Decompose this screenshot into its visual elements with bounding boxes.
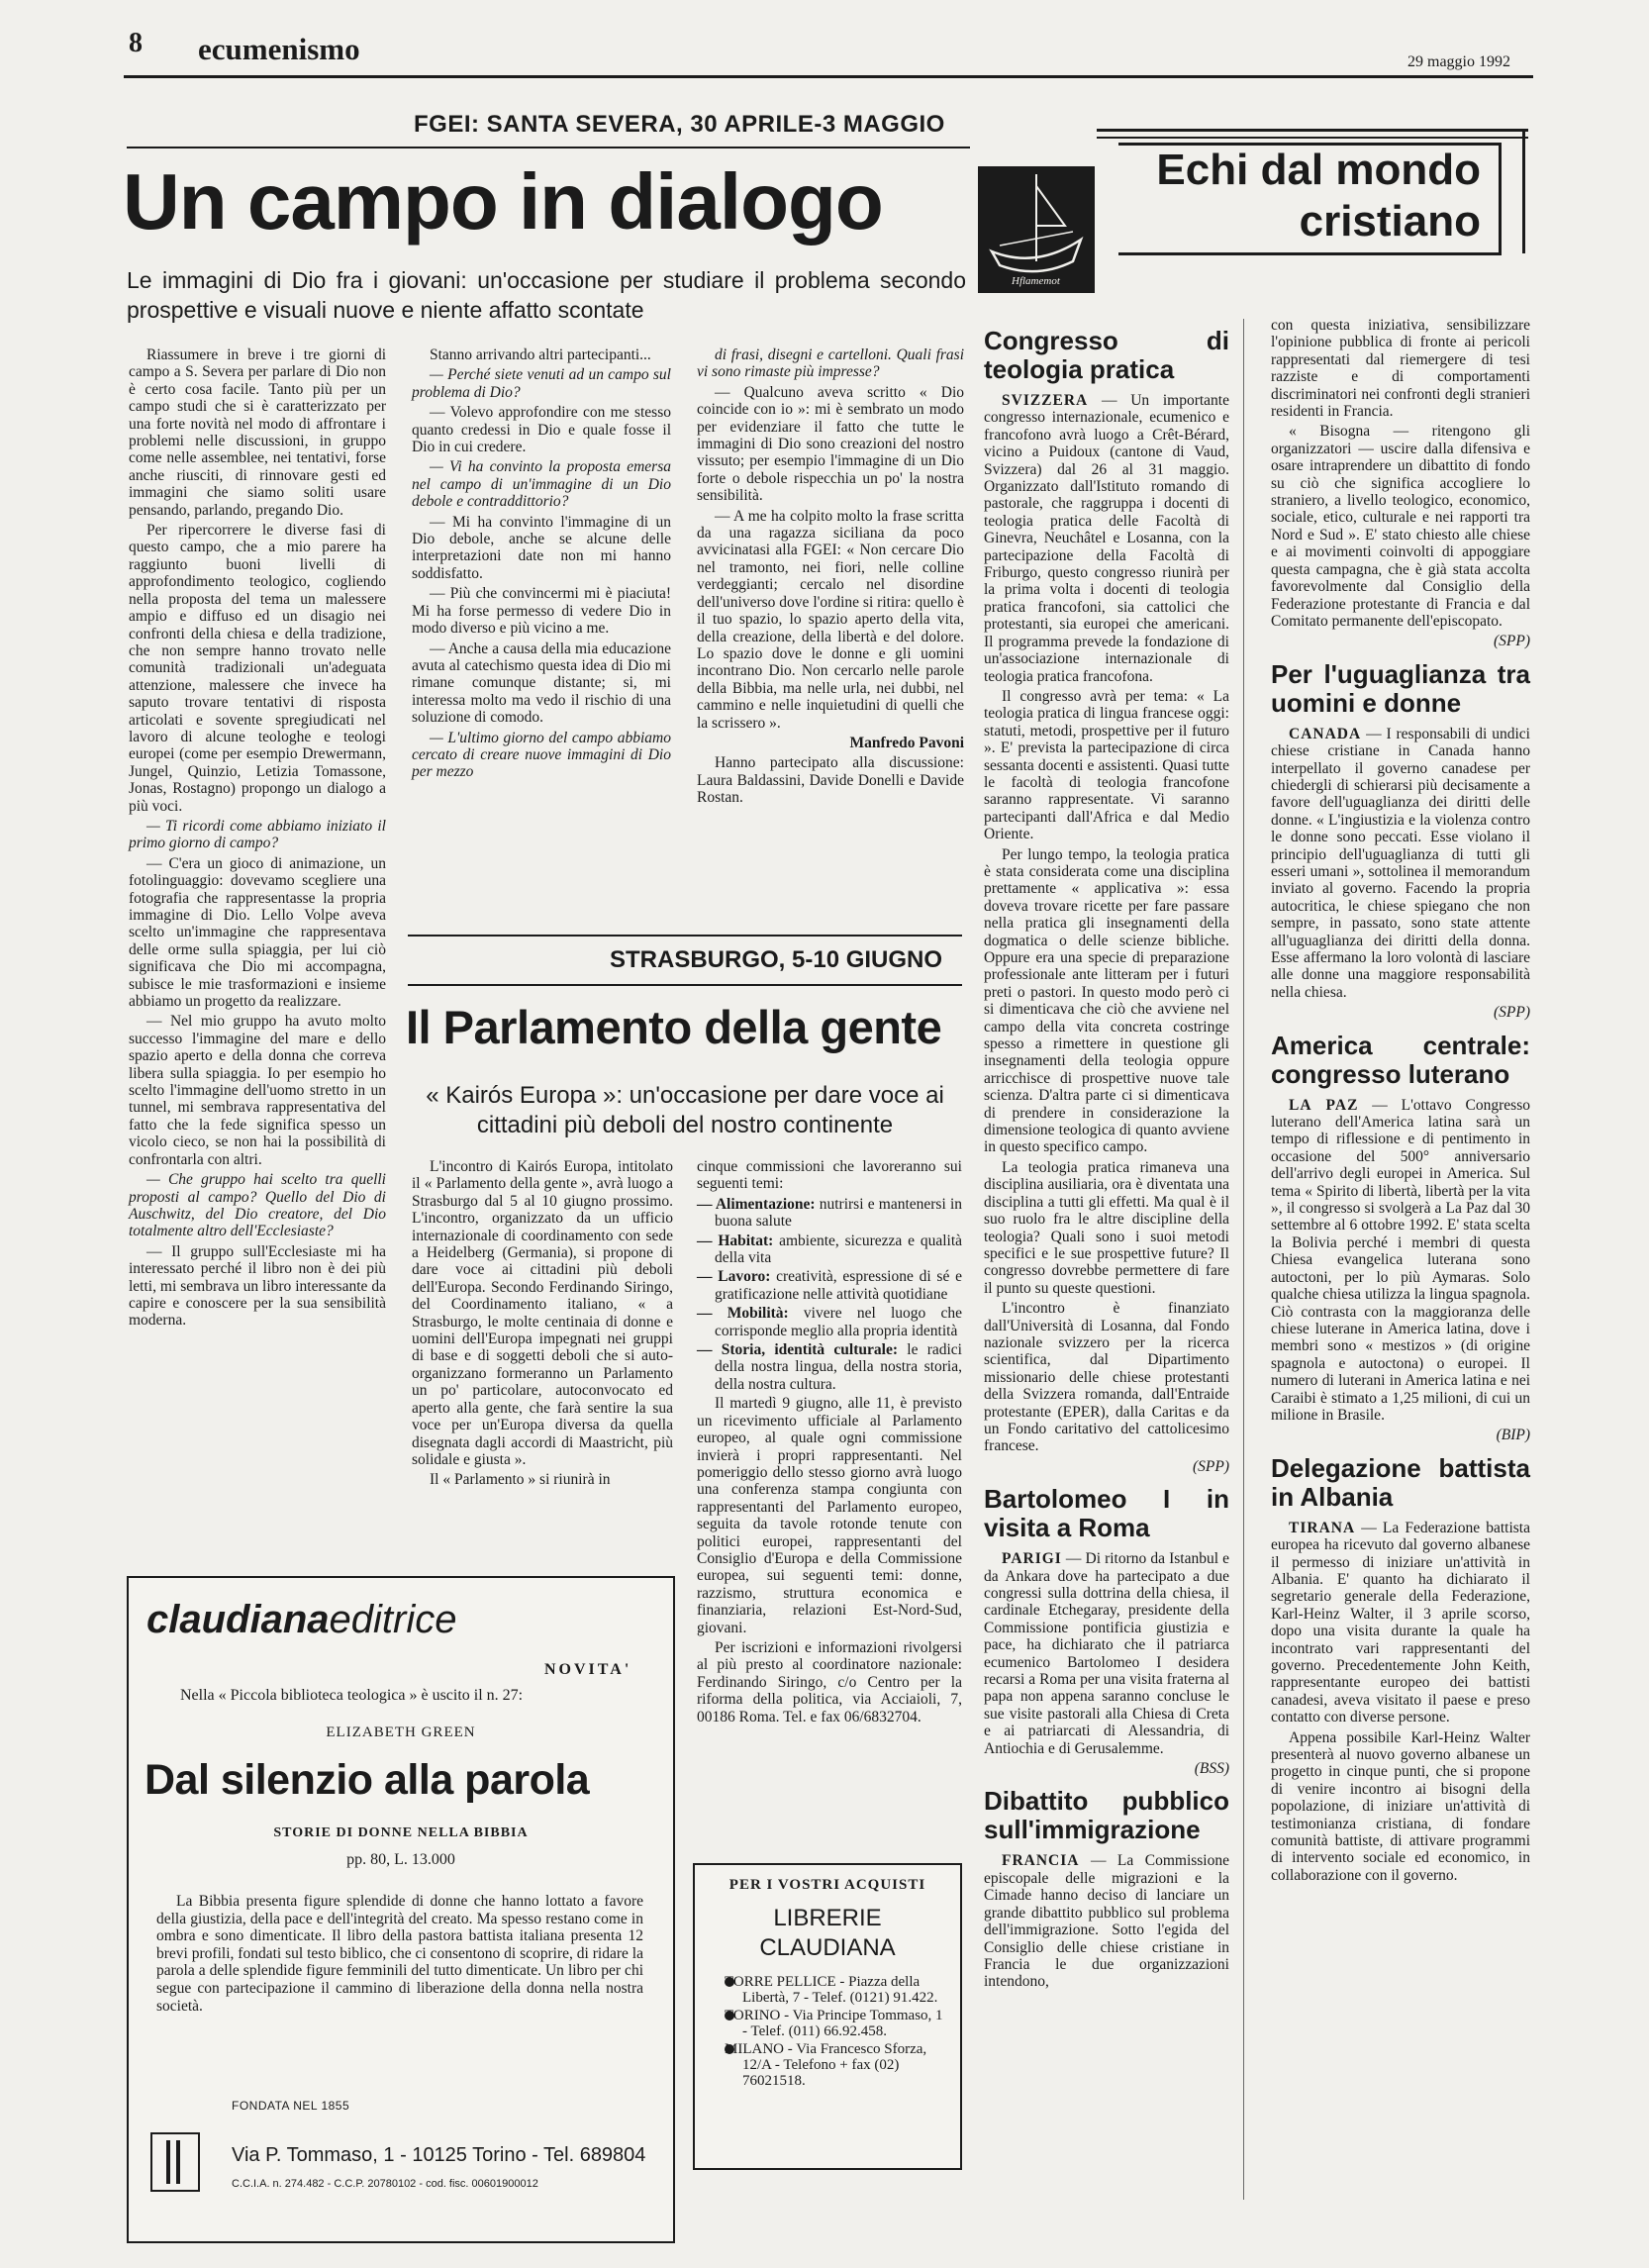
- campo-column-2: [412, 346, 671, 784]
- parlamento-column-2-rest: [697, 1395, 962, 1726]
- section-name: ecumenismo: [198, 32, 360, 66]
- claudiana-book-title: Dal silenzio alla parola: [145, 1756, 590, 1804]
- librerie-title-2: CLAUDIANA: [759, 1934, 896, 1961]
- echi-title-line-1: Echi dal mondo: [1156, 146, 1481, 194]
- question-paragraph: — Perché siete venuti ad un campo sul problema di Dio?: [412, 366, 671, 401]
- campo-column-1: [129, 346, 386, 1332]
- body-paragraph: — Anche a causa della mia educazione avuta al catechismo questa idea di Dio mi rimane comunque distante; si, mi interessa molto ma vedo il rischio di una soluzione di comodo.: [412, 640, 671, 727]
- librerie-title-1: LIBRERIE: [773, 1905, 882, 1931]
- body-paragraph: TIRANA — La Federazione battista europea ha ricevuto dal governo albanese il permesso di iniziare un'attività in Albania. E' quanto ha dichiarato il segretario generale della Federazione, Karl-Heinz Walter, il 3 aprile scorso, dopo una visita durante la quale ha incontrato vari rappresentanti del governo. Precedentemente John Keith, rappresentante europeo dei battisti canadesi, aveva visitato il paese e preso contatto con diverse persone.: [1271, 1519, 1530, 1726]
- claudiana-codes: C.C.I.A. n. 274.482 - C.C.P. 20780102 - cod. fisc. 00601900012: [232, 2178, 538, 2190]
- body-paragraph: Per ripercorrere le diverse fasi di questo campo, che a mio parere ha raggiunto buoni livelli di approfondimento teologico, cogliendo nella proposta del tema un malessere ampio e diffuso ed un disagio nei confronti della chiesa e della tradizione, che non sempre hanno trovato nelle comunità tradizionali un'adeguata attenzione, malessere che invece ha saputo trovare tentativi di risposta articolati e sovente spregiudicati nel lavoro di alcune teologhe e teologi europei (come per esempio Drewermann, Jungel, Quinzio, Letizia Tomassone, Jonas, Rostagno) propongo un dialogo a più voci.: [129, 522, 386, 815]
- question-paragraph: di frasi, disegni e cartelloni. Quali frasi vi sono rimaste più impresse?: [697, 346, 964, 381]
- question-paragraph: — L'ultimo giorno del campo abbiamo cercato di creare nuove immagini di Dio per mezzo: [412, 729, 671, 781]
- body-paragraph: — Il gruppo sull'Ecclesiaste mi ha interessato perché il libro non è dei più letti, mi sembrava un libro interessante da capire e conoscere per la sua sensibilità moderna.: [129, 1242, 386, 1330]
- librerie-header: PER I VOSTRI ACQUISTI: [728, 1877, 926, 1893]
- claudiana-author: ELIZABETH GREEN: [326, 1725, 476, 1740]
- question-paragraph: — Vi ha convinto la proposta emersa nel campo di un'immagine di un Dio debole e contraddittorio?: [412, 458, 671, 511]
- echi-column-1: [984, 317, 1229, 1994]
- news-source: (BSS): [1194, 1760, 1229, 1778]
- body-paragraph: Per lungo tempo, la teologia pratica è stata considerata come una disciplina prettamente « applicativa »: essa doveva trovare ricette per fare passare nella pratica gli insegnamenti della dogmatica o delle scienze bibliche. Oppure era una specie di preparazione professionale ante litteram per i futuri preti o pastori. In questo modo però ci si dimenticava che ciò che avviene nel campo della vita concreta costringe spesso a rimettere in questione gli insegnamenti della teologia oppure arricchisce di prospettive nuove tale scienza. D'altra parte ci si dimenticava di prendere in considerazione la dimensione teologica di quanto avviene in questo specifico campo.: [984, 845, 1229, 1156]
- brief-headline: Bartolomeo I in visita a Roma: [984, 1484, 1229, 1543]
- parlamento-column-1: [412, 1158, 673, 1492]
- librerie-shop-list: [707, 1974, 950, 2091]
- body-paragraph: Il martedì 9 giugno, alle 11, è previsto un ricevimento ufficiale al Parlamento europeo, al quale ogni commissione invierà i propri rappresentanti. Nel pomeriggio dello stesso giorno avrà luogo una conferenza stampa congiunta con rappresentanti del Parlamento europeo, seguita da tavole rotonde tenute con politici europei, rappresentanti del Consiglio d'Europa e della Commissione europea, sui seguenti temi: donne, razzismo, struttura economica e finanziaria, relazioni Est-Nord-Sud, giovani.: [697, 1395, 962, 1636]
- claudiana-description: La Bibbia presenta figure splendide di donne che hanno lottato a favore della giustizia, della pace e dell'integrità del creato. Ma spesso restano come in ombra e sono dimenticate. Il libro della pastora battista italiana presenta 12 brevi profili, fondati sul testo biblico, che ci consentono di scoprire, di ridare la parola a delle splendide figure femminili del tutto dimenticate. Un libro per chi segue con partecipazione il cammino di liberazione della donna nella nostra società.: [156, 1893, 643, 2015]
- claudiana-pages-price: pp. 80, L. 13.000: [346, 1851, 455, 1868]
- news-source: (BIP): [1496, 1427, 1530, 1444]
- claudiana-ad: [127, 1576, 675, 2243]
- echi-column-divider: [1243, 319, 1244, 2200]
- body-paragraph: L'incontro di Kairós Europa, intitolato il « Parlamento della gente », avrà luogo a Strasburgo dal 5 al 10 giugno prossimo. L'incontro, organizzato da un ufficio internazionale di coordinamento con sede a Heidelberg (Germania), si propone di dare voce ai cittadini più deboli dell'Europa. Secondo Ferdinando Siringo, del Coordinamento italiano, « a Strasburgo, le molte centinaia di donne e uomini dell'Europa impegnati nei gruppi di base e di soggetti deboli che si auto-organizzano formeranno un Parlamento un po' particolare, autoconvocato ed aperto alla gente, che farà sentire la sua voce per un'Europa diversa da quella disegnata dagli accordi di Maastricht, più solidale e giusta ».: [412, 1158, 673, 1468]
- echi-rule-right: [1522, 129, 1525, 253]
- parlamento-column-2: [697, 1158, 962, 1728]
- theme-label: — Alimentazione:: [697, 1195, 816, 1213]
- librerie-ad: [693, 1863, 962, 2170]
- theme-item: — Lavoro: creatività, espressione di sé e gratificazione nelle attività quotidiane: [697, 1268, 962, 1303]
- body-paragraph: Stanno arrivando altri partecipanti...: [430, 346, 651, 363]
- body-paragraph: Hanno partecipato alla discussione: Laura Baldassini, Davide Donelli e Davide Rostan.: [697, 754, 964, 807]
- author-signature: Manfredo Pavoni: [849, 734, 964, 751]
- page-number: 8: [129, 28, 143, 58]
- shop-item: [707, 2041, 950, 2089]
- parlamento-top-rule: [408, 935, 962, 937]
- campo-kicker-rule: [127, 147, 970, 148]
- news-source: (SPP): [1493, 633, 1530, 650]
- dateline: LA PAZ: [1289, 1096, 1359, 1114]
- echi-title-line-2: cristiano: [1299, 197, 1481, 246]
- parlamento-themes-list: [697, 1196, 962, 1393]
- body-paragraph: — Qualcuno aveva scritto « Dio coincide con io »: mi è sembrato un modo per evidenziare il fatto che tutte le immagini di Dio sono creazioni del nostro vissuto; per esempio l'immagine di un Dio forte o debole rispecchia un po' la nostra sensibilità.: [697, 383, 964, 505]
- theme-item: — Storia, identità culturale: le radici della nostra lingua, della nostra storia, della nostra cultura.: [697, 1341, 962, 1393]
- shop-item: [707, 1974, 950, 2006]
- echi-title-box: [1118, 143, 1502, 255]
- ship-icon: [978, 166, 1095, 293]
- masthead-rule: [124, 75, 1533, 78]
- echi-rule-bottom: [1097, 137, 1528, 139]
- body-paragraph: L'incontro è finanziato dall'Università di Losanna, dal Fondo nazionale svizzero per la ricerca scientifica, dal Dipartimento missionario delle chiese protestanti della Svizzera romanda, dall'Entraide protestante (EPER), dalla Caritas e da un Fondo caritativo del cattolicesimo francese.: [984, 1300, 1229, 1455]
- shop-address: TORRE PELLICE - Piazza della Libertà, 7 - Telef. (0121) 91.422.: [725, 1974, 938, 2006]
- brief-headline: Congresso di teologia pratica: [984, 326, 1229, 384]
- body-paragraph: — Più che convincermi mi è piaciuta! Mi ha forse permesso di vedere Dio in modo diverso e più vicino a me.: [412, 585, 671, 638]
- brief-headline: Per l'uguaglianza tra uomini e donne: [1271, 658, 1530, 718]
- body-paragraph: — C'era un gioco di animazione, un fotolinguaggio: dovevamo scegliere una fotografia che rappresentasse la propria immagine di Dio. Lello Volpe aveva scelto un'immagine che rappresentava delle orme sulla spiaggia, per lui ciò significava che Dio mi accompagna, subisce le mie trasformazioni e insieme abbiamo un progetto da realizzare.: [129, 854, 386, 1011]
- theme-item: — Alimentazione: nutrirsi e mantenersi in buona salute: [697, 1195, 962, 1231]
- claudiana-founded: FONDATA NEL 1855: [232, 2099, 350, 2113]
- theme-label: — Lavoro:: [697, 1268, 771, 1286]
- body-paragraph: LA PAZ — L'ottavo Congresso luterano dell'America latina sarà un tempo di riflessione e di pentimento in occasione del 500° anniversario dell'arrivo degli europei in America. Sul tema « Spirito di libertà, libertà per la vita », il congresso si svolgerà a La Paz dal 30 settembre al 6 ottobre 1992. E' stata scelta la Bolivia perché i membri di questa Chiesa evangelica luterana sono autoctoni, per lo più Aymaras. Solo qualche chiesa utilizza la lingua spagnola. Ciò contrasta con la maggioranza delle chiese luterane in America latina, dove i membri sono « mestizos » (di origine spagnola e autoctona) o europei. Il numero di luterani in America latina e nei Caraibi è stimato a 1,25 milioni, di cui un milione in Brasile.: [1271, 1096, 1530, 1424]
- body-paragraph: — A me ha colpito molto la frase scritta da una ragazza siciliana da poco avvicinatasi alla FGEI: « Non cercare Dio nel tramonto, nei fiori, nelle colline verdeggianti; cercalo nel disordine dell'universo dove l'ordine si ritira: quello è il tuo spazio, lo spazio aperto della vita, della creazione, della libertà e del dolore. Lo spazio dove le donne e gli uomini incontrano Dio. Non cercarlo nelle parole della Bibbia, ma nelle urla, nei dubbi, nel cammino e nelle inquietudini di quelli che la scrissero ».: [697, 507, 964, 732]
- dateline: PARIGI: [1002, 1550, 1062, 1568]
- claudiana-brand-light: editrice: [329, 1598, 457, 1641]
- body-paragraph: SVIZZERA — Un importante congresso internazionale, ecumenico e francofono avrà luogo a Crêt-Bérard, vicino a Puidoux (cantone di Vaud, Svizzera) dal 26 al 31 maggio. Organizzato dall'Istituto romando di pastorale, che raggruppa i docenti di teologia pratica delle Facoltà di Ginevra, Neuchâtel e Losanna, con la partecipazione della Facoltà di Friburgo, questo congresso riunirà per la prima volta i docenti di teologia pratica francofoni, sia cattolici che protestanti, sia europei che americani. Il programma prevede la fondazione di un'associazione internazionale di teologia pratica francofona.: [984, 392, 1229, 685]
- question-paragraph: — Che gruppo hai scelto tra quelli proposti al campo? Quello del Dio di Auschwitz, del Dio creatore, del Dio totalmente altro dell'Ecclesiaste?: [129, 1171, 386, 1240]
- theme-item: — Habitat: ambiente, sicurezza e qualità della vita: [697, 1232, 962, 1267]
- parlamento-kicker: STRASBURGO, 5-10 GIUGNO: [610, 946, 943, 973]
- claudiana-book-subtitle: STORIE DI DONNE NELLA BIBBIA: [273, 1825, 529, 1840]
- body-paragraph: con questa iniziativa, sensibilizzare l'opinione pubblica di fronte ai pericoli rappresentati dal riemergere di tesi razziste e di comportamenti discriminatori nei confronti degli stranieri residenti in Francia.: [1271, 317, 1530, 421]
- issue-date: 29 maggio 1992: [1407, 53, 1510, 70]
- campo-column-3: [697, 346, 964, 810]
- theme-label: — Storia, identità culturale:: [697, 1341, 898, 1359]
- claudiana-brand: [146, 1598, 456, 1642]
- body-paragraph: « Bisogna — ritengono gli organizzatori — uscire dalla difensiva e osare intraprendere un dibattito di fondo su ciò che significa accogliere lo straniero, a livello teologico, economico, sociale, etico, culturale e nei rapporti tra Nord e Sud ». E' stato chiesto alle chiese e ai movimenti coinvolti di appoggiare questa campagna, che è già stata accolta favorevolmente dal Consiglio della Federazione protestante di Francia e dal Comitato permanente dell'episcopato.: [1271, 423, 1530, 630]
- claudiana-brand-bold: claudiana: [146, 1598, 330, 1641]
- dateline: SVIZZERA: [1002, 392, 1089, 409]
- echi-logo-signature: Hflamemot: [1012, 275, 1060, 287]
- claudiana-intro: Nella « Piccola biblioteca teologica » è uscito il n. 27:: [180, 1687, 524, 1704]
- dateline: TIRANA: [1289, 1519, 1356, 1536]
- theme-label: — Mobilità:: [697, 1305, 789, 1323]
- brief-headline: Dibattito pubblico sull'immigrazione: [984, 1786, 1229, 1845]
- brief-headline: America centrale: congresso luterano: [1271, 1030, 1530, 1089]
- campo-kicker: FGEI: SANTA SEVERA, 30 APRILE-3 MAGGIO: [414, 111, 945, 138]
- body-paragraph: La teologia pratica rimaneva una disciplina ausiliaria, ora è diventata una disciplina a tutti gli effetti. Ma qual è il suo ruolo fra le altre discipline della teologia? Quali sono i suoi metodi specifici e le sue prospettive future? Il congresso dovrebbe permettere di fare il punto su queste questioni.: [984, 1158, 1229, 1297]
- dateline: FRANCIA: [1002, 1852, 1080, 1870]
- body-paragraph: Appena possibile Karl-Heinz Walter presenterà al nuovo governo albanese un progetto in cinque punti, che si propone di venire incontro ai bisogni della popolazione, di iniziare un'attività di testimonianza cristiana, di fondare comunità battiste, di attivare programmi di intervento sociale ed economico, in collaborazione con il governo.: [1271, 1728, 1530, 1884]
- shop-item: [707, 2008, 950, 2039]
- body-paragraph: — Nel mio gruppo ha avuto molto successo l'immagine del mare e dello spazio aperto e della donna che correva libera sulla spiaggia. Io per esempio ho scelto l'immagine dell'uomo stretto in un tunnel, mi sembrava rappresentativa del fatto che la fede significa spesso un vicolo cieco, se non hai la possibilità di confrontarla con altri.: [129, 1013, 386, 1168]
- news-source: (SPP): [1192, 1457, 1229, 1475]
- theme-label: — Habitat:: [697, 1232, 774, 1249]
- question-paragraph: — Ti ricordi come abbiamo iniziato il primo giorno di campo?: [129, 817, 386, 852]
- body-paragraph: PARIGI — Di ritorno da Istanbul e da Ankara dove ha partecipato a due congressi sulla dottrina della chiesa, il cardinale Etchegaray, presidente della Commissione pontificia giustizia e pace, ha dichiarato che il patriarca ecumenico Bartolomeo I desidera recarsi a Roma per una visita fraterna al papa non appena saranno concluse le sue visite pastorali alla Chiesa di Creta e ai patriarcati di Alessandria, di Antiochia e di Gerusalemme.: [984, 1550, 1229, 1757]
- echi-rule-top: [1097, 129, 1528, 132]
- body-paragraph: — Mi ha convinto l'immagine di un Dio debole, anche se alcune delle interpretazioni date non mi hanno soddisfatto.: [412, 513, 671, 582]
- echi-column-2: [1271, 317, 1530, 1887]
- body-paragraph: Il « Parlamento » si riunirà in: [430, 1471, 611, 1489]
- parlamento-title: Il Parlamento della gente: [406, 1001, 942, 1053]
- body-paragraph: CANADA — I responsabili di undici chiese cristiane in Canada hanno interpellato il governo canadese per chiedergli di schierarsi più decisamente a favore dell'uguaglianza dei diritti delle donne. « L'ingiustizia e la violenza contro le donne sono peccati. Esse violano il principio dell'uguaglianza di tutti gli esseri umani », sottolinea il memorandum inviato al governo. Facendo la propria autocritica, le chiese spiegano che non sempre, in passato, sono state attente all'uguaglianza dei diritti della donna. Esse affermano la loro volontà di lasciare alle donne una maggiore responsabilità nella chiesa.: [1271, 725, 1530, 1001]
- news-source: (SPP): [1493, 1004, 1530, 1022]
- shop-address: TORINO - Via Principe Tommaso, 1 - Telef. (011) 66.92.458.: [725, 2008, 943, 2039]
- theme-item: — Mobilità: vivere nel luogo che corrisponde meglio alla propria identità: [697, 1305, 962, 1339]
- dateline: CANADA: [1289, 725, 1362, 742]
- body-paragraph: Riassumere in breve i tre giorni di campo a S. Severa per parlare di Dio non è certo cosa facile. Tanto più per un campo studi che si è caratterizzato per una forte novità nel modo di affrontare i problemi nelle discussioni, in gruppo come nelle assemblee, nei tentativi, forse anche riusciti, di rinnovare gesti ed immagini che siamo soliti usare pensando, parlando, pregando Dio.: [129, 346, 386, 519]
- shop-address: MILANO - Via Francesco Sforza, 12/A - Telefono + fax (02) 76021518.: [725, 2041, 927, 2089]
- body-paragraph: Il congresso avrà per tema: « La teologia pratica di lingua francese oggi: statuti, metodi, prospettive per il futuro ». E' prevista la partecipazione di circa sessanta docenti e assistenti. Quasi tutte le facoltà di teologia francofone saranno rappresentate. Vi saranno partecipanti dall'Africa e dal Medio Oriente.: [984, 687, 1229, 843]
- echi-logo: [978, 166, 1095, 293]
- body-paragraph: FRANCIA — La Commissione episcopale delle migrazioni e la Cimade hanno deciso di lanciare un grande dibattito pubblico sul problema dell'immigrazione. Sotto l'egida del Consiglio delle chiese cristiane in Francia le due organizzazioni intendono,: [984, 1852, 1229, 1991]
- campo-subtitle: Le immagini di Dio fra i giovani: un'occasione per studiare il problema secondo prospettive e visuali nuove e niente affatto scontate: [127, 267, 966, 323]
- body-paragraph: — Volevo approfondire con me stesso quanto credessi in Dio e quale fosse il Dio in cui credere.: [412, 404, 671, 456]
- claudiana-logo: [150, 2132, 200, 2192]
- body-paragraph: Per iscrizioni e informazioni rivolgersi al più presto al coordinatore nazionale: Ferdinando Siringo, c/o Centro per la riforma della politica, via Acciaioli, 7, 00186 Roma. Tel. e fax 06/6832704.: [697, 1638, 962, 1726]
- parlamento-themes-intro: cinque commissioni che lavoreranno sui seguenti temi:: [697, 1158, 962, 1193]
- parlamento-subtitle: « Kairós Europa »: un'occasione per dare voce ai cittadini più deboli del nostro continente: [426, 1082, 944, 1138]
- brief-headline: Delegazione battista in Albania: [1271, 1452, 1530, 1512]
- claudiana-novita: NOVITA': [544, 1661, 632, 1678]
- parlamento-kicker-rule: [408, 984, 962, 986]
- claudiana-address: Via P. Tommaso, 1 - 10125 Torino - Tel. 689804: [232, 2144, 646, 2166]
- campo-title: Un campo in dialogo: [123, 157, 883, 246]
